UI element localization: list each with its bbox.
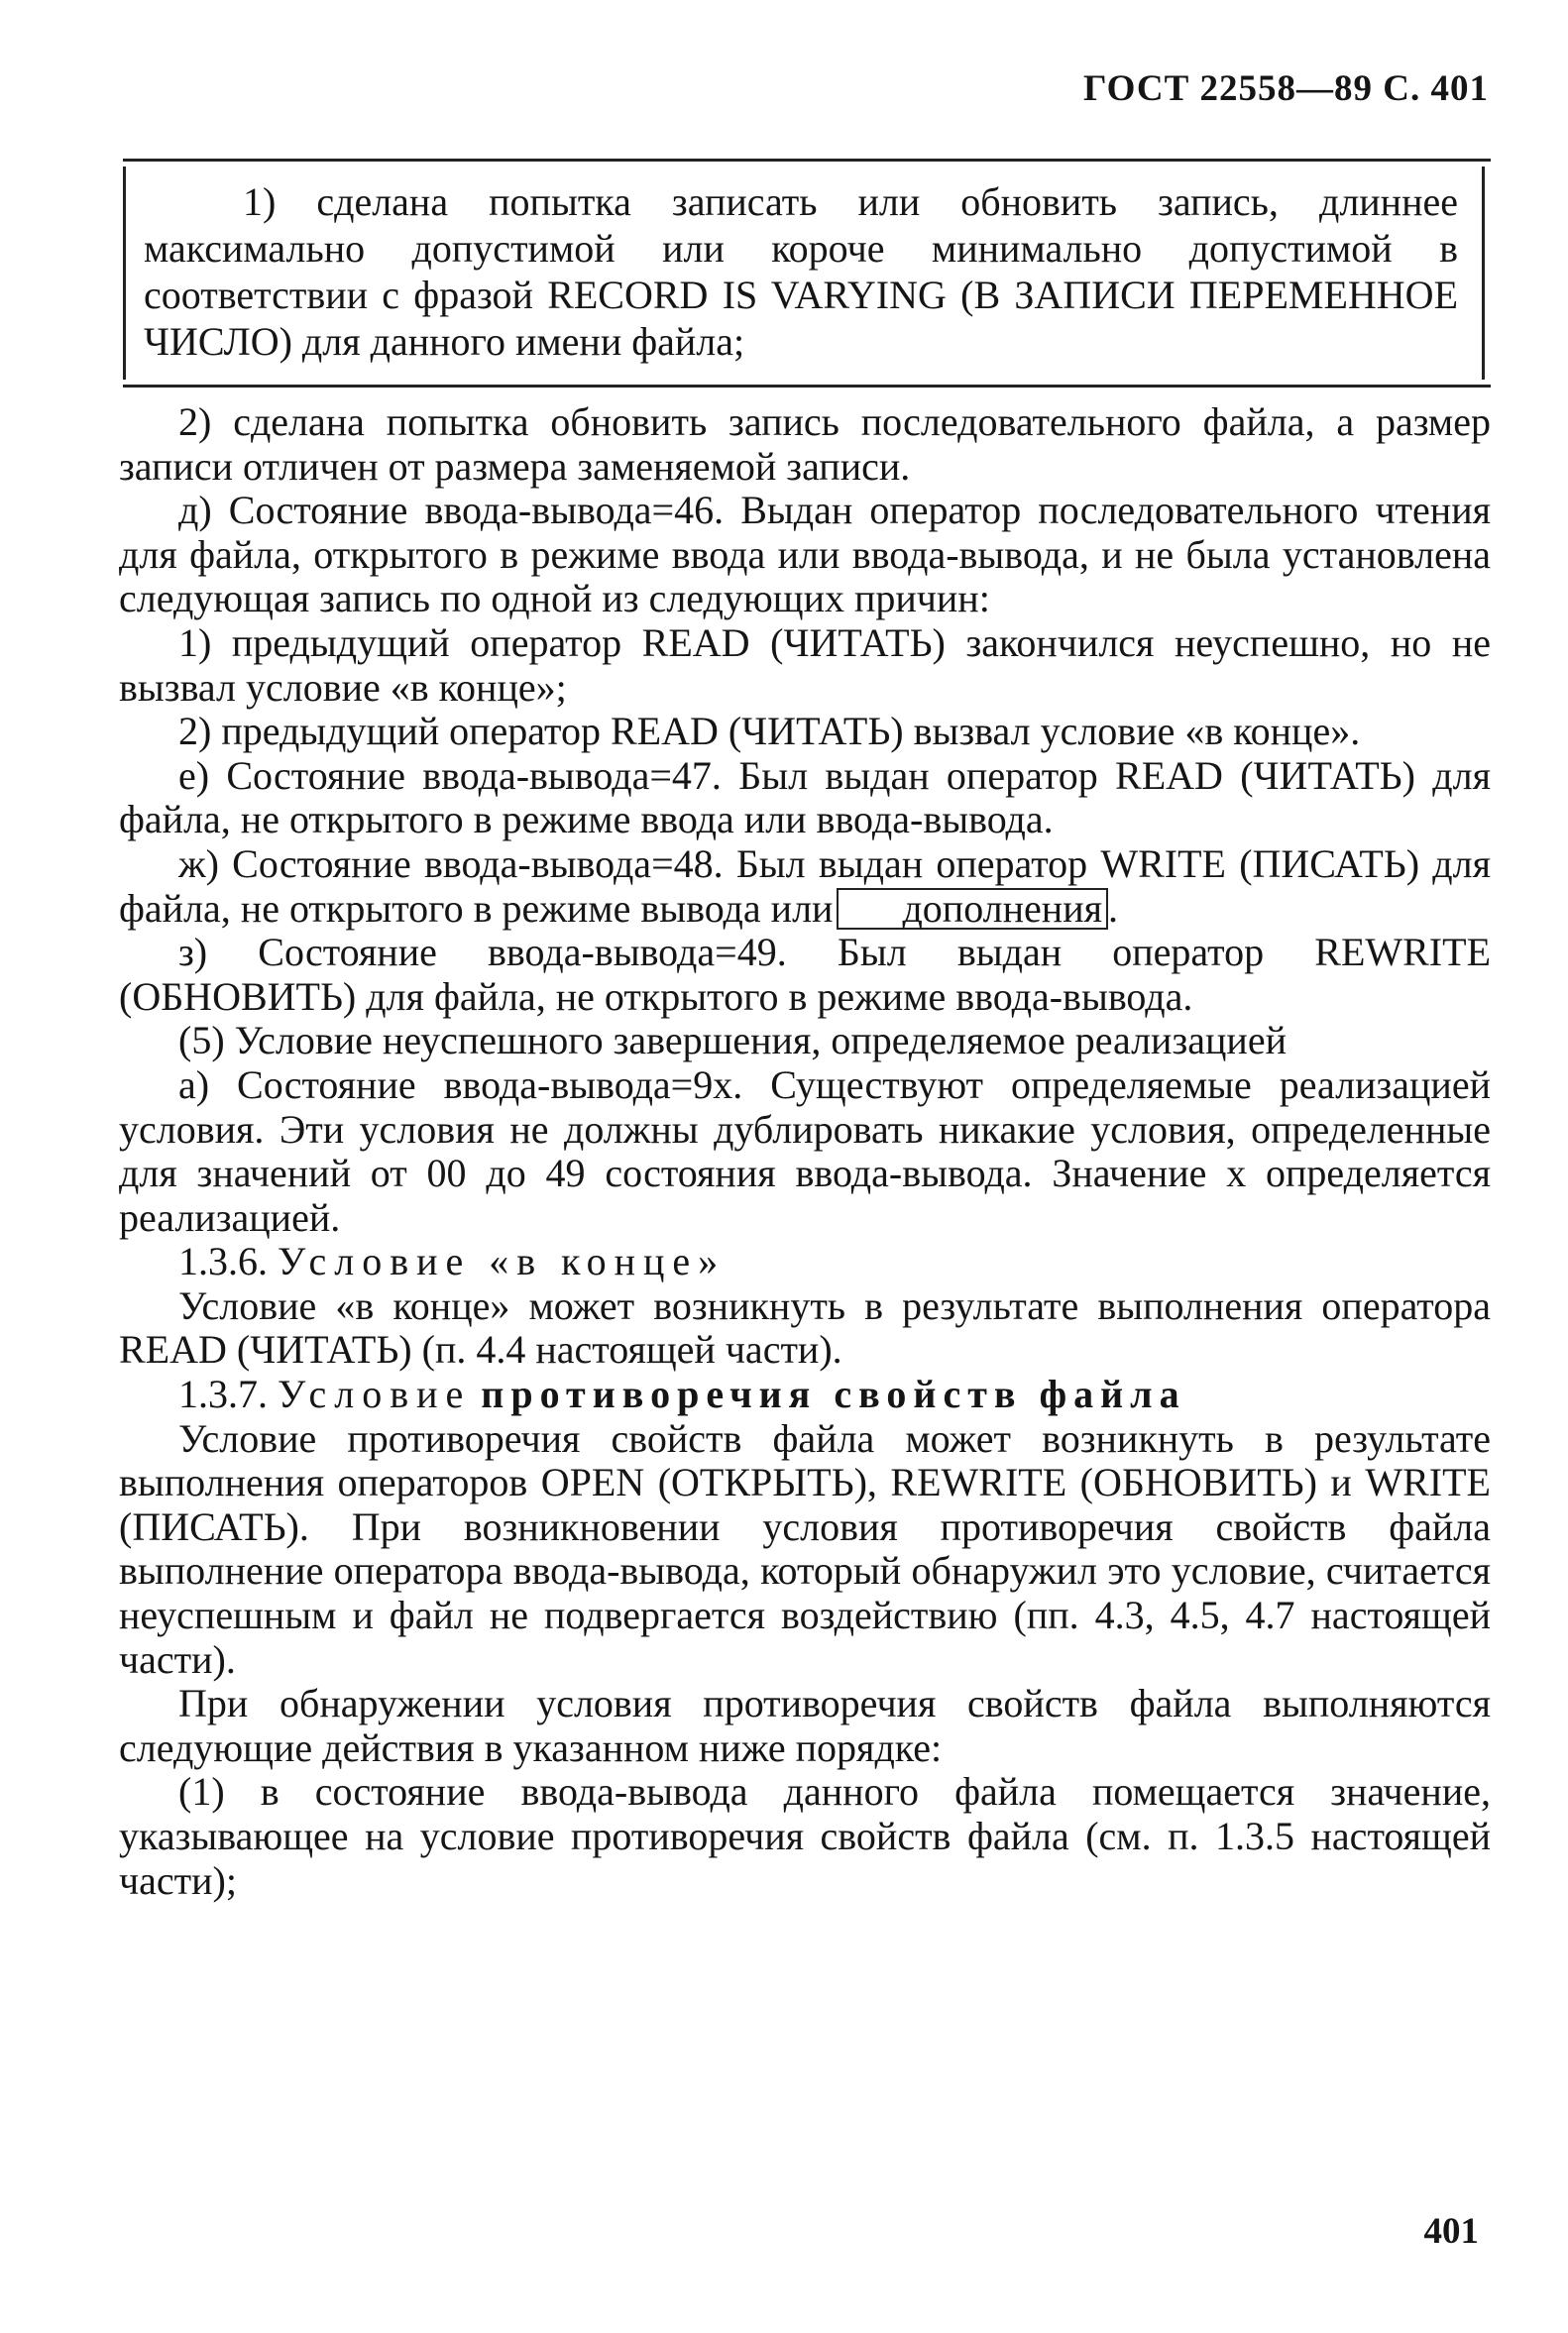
paragraph-d-reason-1: 1) предыдущий оператор READ (ЧИТАТЬ) закончился неуспешно, но не вызвал условие «в конце»; [119,619,1491,710]
paragraph-zh-status-48 [119,842,1491,931]
section-1-3-7-heading [119,1373,1491,1417]
section-1-3-6-title: Условие «в конце» [278,1239,727,1284]
page-number: 401 [1423,2211,1479,2252]
paragraph-d-reason-2: 2) предыдущий оператор READ (ЧИТАТЬ) вызвал условие «в конце». [178,709,1361,754]
boxed-paragraph: 1) сделана попытка записать или обновить запись, длиннее максимально допустимой или короче минимально допустимой в соответствии с фразой RECORD IS VARYING (В ЗАПИСИ ПЕРЕМЕННОЕ ЧИСЛО) для данного имени файла; [144,179,1458,364]
paragraph-zh-text: ж) Состояние ввода-вывода=48. Был выдан оператор WRITE (ПИСАТЬ) для файла, не открытого в режиме вывода или [119,840,1491,931]
section-1-3-6-text: Условие «в конце» может возникнуть в результате выполнения оператора READ (ЧИТАТЬ) (п. 4.4 настоящей части). [119,1282,1491,1373]
paragraph-2-record-size: 2) сделана попытка обновить запись последовательного файла, а размер записи отличен от размера заменяемой записи. [119,399,1491,489]
section-1-3-7-title-b: противоречия свойств файла [481,1372,1186,1417]
paragraph-e-status-47: е) Состояние ввода-вывода=47. Был выдан оператор READ (ЧИТАТЬ) для файла, не открытого в режиме ввода или ввода-вывода. [119,752,1491,842]
section-1-3-7-text: Условие противоречия свойств файла может возникнуть в результате выполнения операторов OPEN (ОТКРЫТЬ), REWRITE (ОБНОВИТЬ) и WRITE (ПИСАТЬ). При возникновении условия противоречия свойств файла выполнение оператора ввода-вывода, который обнаружил это условие, считается неуспешным и файл не подвергается воздействию (пп. 4.3, 4.5, 4.7 настоящей части). [119,1415,1491,1682]
body-text [119,400,1491,1903]
section-1-3-6-number: 1.3.6. [178,1239,268,1284]
paragraph-d-status-46: д) Состояние ввода-вывода=46. Выдан оператор последовательного чтения для файла, открытого в режиме ввода или ввода-вывода, и не была установлена следующая запись по одной из следующих причин: [119,488,1491,621]
section-1-3-7-title-a: Условие [278,1372,472,1417]
running-header: ГОСТ 22558—89 С. 401 [1083,68,1489,109]
section-1-3-7-number: 1.3.7. [178,1372,268,1417]
section-1-3-6-heading [119,1240,1491,1284]
box-top-rule [123,159,1491,162]
box-bottom-rule [123,385,1491,388]
marked-word: дополнения [837,888,1108,930]
revision-box [123,167,1485,380]
section-1-3-7-action-1: (1) в состояние ввода-вывода данного файла помещается значение, указывающее на условие противоречия свойств файла (см. п. 1.3.5 настоящей части); [119,1769,1491,1903]
paragraph-5-failure: (5) Условие неуспешного завершения, определяемое реализацией [178,1018,1287,1063]
paragraph-z-status-49: з) Состояние ввода-вывода=49. Был выдан оператор REWRITE (ОБНОВИТЬ) для файла, не открытого в режиме ввода-вывода. [119,930,1491,1019]
paragraph-a-status-9x: а) Состояние ввода-вывода=9х. Существуют определяемые реализацией условия. Эти условия не должны дублировать никакие условия, определенные для значений от 00 до 49 состояния ввода-вывода. Значение х определяется реализацией. [119,1061,1491,1240]
section-1-3-7-actions-intro: При обнаружении условия противоречия свойств файла выполняются следующие действия в указанном ниже порядке: [119,1681,1491,1770]
paragraph-zh-end: . [1108,885,1118,931]
